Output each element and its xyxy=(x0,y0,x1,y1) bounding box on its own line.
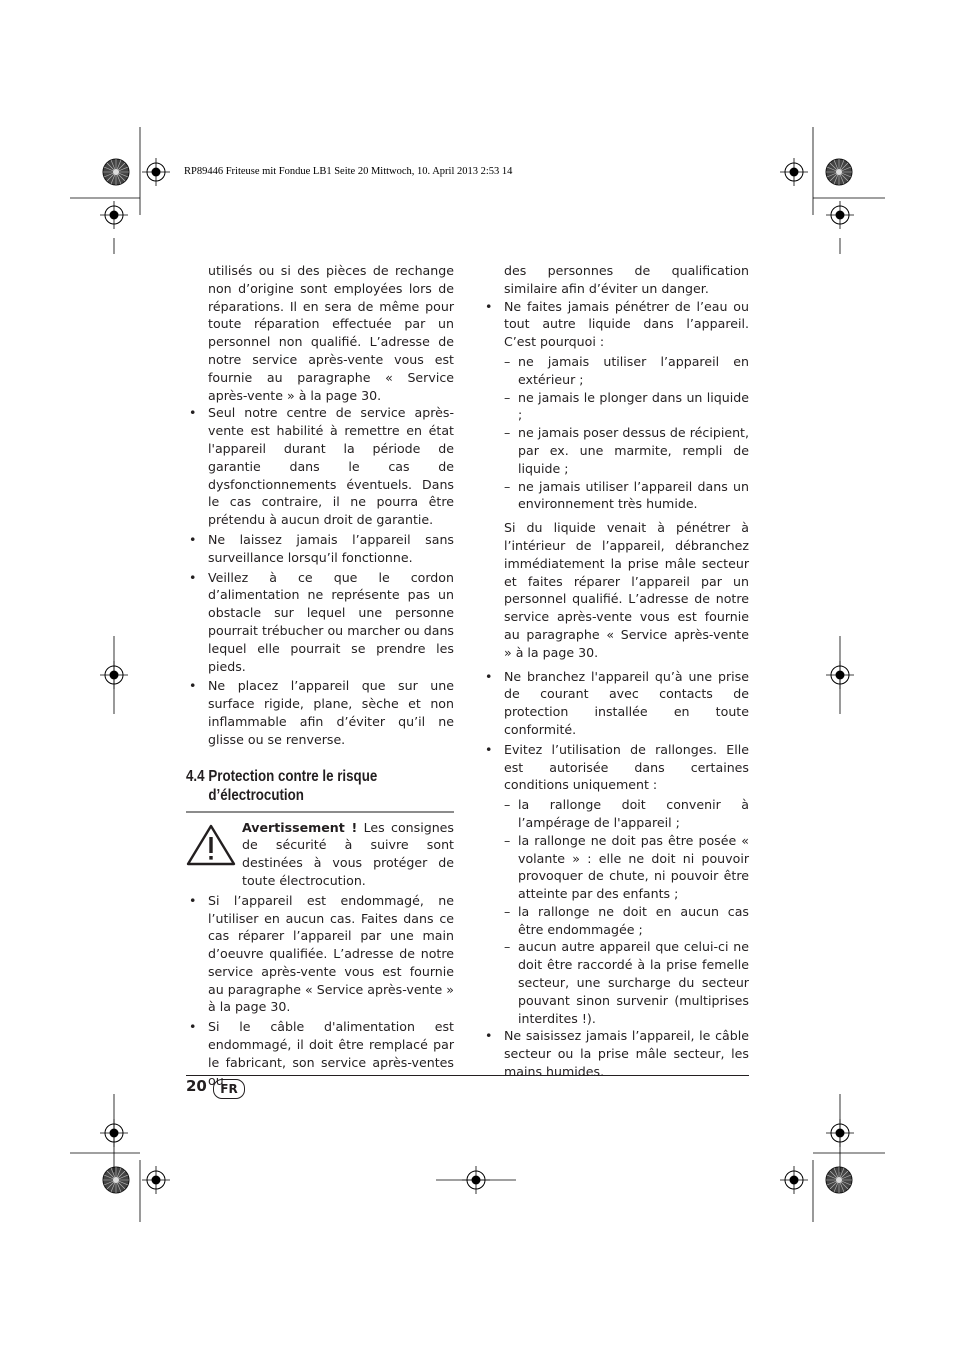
intro-paragraph: utilisés ou si des pièces de rechange non d’origine sont employées lors de réparations. Il en sera de même pour toute réparation effectuée par un personnel non qualifié. L’adresse de notre service après-vente vous est fournie au paragraphe « Service après-vente » à la page 30. xyxy=(208,263,454,403)
page-number: 20 xyxy=(186,1077,207,1095)
section-title-line2: d’électrocution xyxy=(208,786,304,804)
list-item: • Ne saisissez jamais l’appareil, le câble secteur ou la prise mâle secteur, les mains humides. xyxy=(482,1027,749,1080)
list-item: • Ne placez l’appareil que sur une surface rigide, plane, sèche et non inflammable afin d’éviter qu’il ne glisse ou se renverse. xyxy=(186,677,454,748)
dash-item: – la rallonge ne doit pas être posée « volante » : elle ne doit ni pouvoir provoquer de chute, ni pouvoir être atteinte par des enfants ; xyxy=(482,832,749,903)
list-item: • Ne faites jamais pénétrer de l’eau ou tout autre liquide dans l’appareil. C’est pourquoi : xyxy=(482,298,749,351)
section-heading xyxy=(186,767,461,805)
footer-divider xyxy=(186,1075,749,1076)
list-item: • Seul notre centre de service après-vente est habilité à remettre en état l'appareil durant la période de garantie dans le cas de dysfonctionnements éventuels. Dans le cas contraire, il ne pourra être prétendu à aucun droit de garantie. xyxy=(186,404,454,529)
warning-triangle-icon xyxy=(186,823,236,867)
dash-item: – ne jamais utiliser l’appareil en extérieur ; xyxy=(482,353,749,389)
section-divider xyxy=(186,811,454,813)
dash-item: – ne jamais poser dessus de récipient, par ex. une marmite, rempli de liquide ; xyxy=(482,424,749,477)
list-item: • Ne laissez jamais l’appareil sans surveillance lorsqu’il fonctionne. xyxy=(186,531,454,567)
section-number: 4.4 xyxy=(186,767,205,785)
warning-text: Les consignes de sécurité à suivre sont destinées à vous protéger de toute électrocution. xyxy=(242,819,454,888)
liquid-paragraph: Si du liquide venait à pénétrer à l’intérieur de l’appareil, débranchez immédiatement la prise mâle secteur et faites réparer l’appareil par un personnel qualifié. L’adresse de notre service après-vente vous est fournie au paragraphe « Service après-vente » à la page 30. xyxy=(504,520,749,660)
print-info: RP89446 Friteuse mit Fondue LB1 Seite 20 Mittwoch, 10. April 2013 2:53 14 xyxy=(184,166,513,177)
list-item: • Veillez à ce que le cordon d’alimentation ne représente pas un obstacle sur lequel une personne pourrait trébucher ou marcher ou dans lequel elle pourrait se prendre les pieds. xyxy=(186,569,454,676)
list-item: • Evitez l’utilisation de rallonges. Elle est autorisée dans certaines conditions uniquement : xyxy=(482,741,749,794)
dash-item: – ne jamais le plonger dans un liquide ; xyxy=(482,389,749,425)
dash-item: – la rallonge doit convenir à l’ampérage de l'appareil ; xyxy=(482,796,749,832)
dash-item: – la rallonge ne doit en aucun cas être endommagée ; xyxy=(482,903,749,939)
section-title-line1: Protection contre le risque xyxy=(208,767,378,785)
list-item: • Si le câble d'alimentation est endommagé, il doit être remplacé par le fabricant, son service après-ventes ou xyxy=(186,1018,454,1089)
warning-block xyxy=(186,819,454,890)
list-item: • Si l’appareil est endommagé, ne l’utiliser en aucun cas. Faites dans ce cas réparer l’appareil par une main d’oeuvre qualifiée. L’adresse de notre service après-vente vous est fournie au paragraphe « Service après-vente » à la page 30. xyxy=(186,892,454,1017)
continuation-paragraph: des personnes de qualification similaire afin d’éviter un danger. xyxy=(504,263,749,296)
dash-item: – aucun autre appareil que celui-ci ne doit être raccordé à la prise femelle secteur, une surcharge du secteur pouvant sinon survenir (multiprises interdites !). xyxy=(482,938,749,1027)
warning-label: Avertissement ! xyxy=(242,819,358,835)
list-item: • Ne branchez l'appareil qu’à une prise de courant avec contacts de protection installée en toute conformité. xyxy=(482,668,749,739)
language-badge: FR xyxy=(213,1079,245,1099)
left-column xyxy=(186,262,454,1091)
dash-item: – ne jamais utiliser l’appareil dans un environnement très humide. xyxy=(482,478,749,514)
right-column xyxy=(482,262,749,1083)
